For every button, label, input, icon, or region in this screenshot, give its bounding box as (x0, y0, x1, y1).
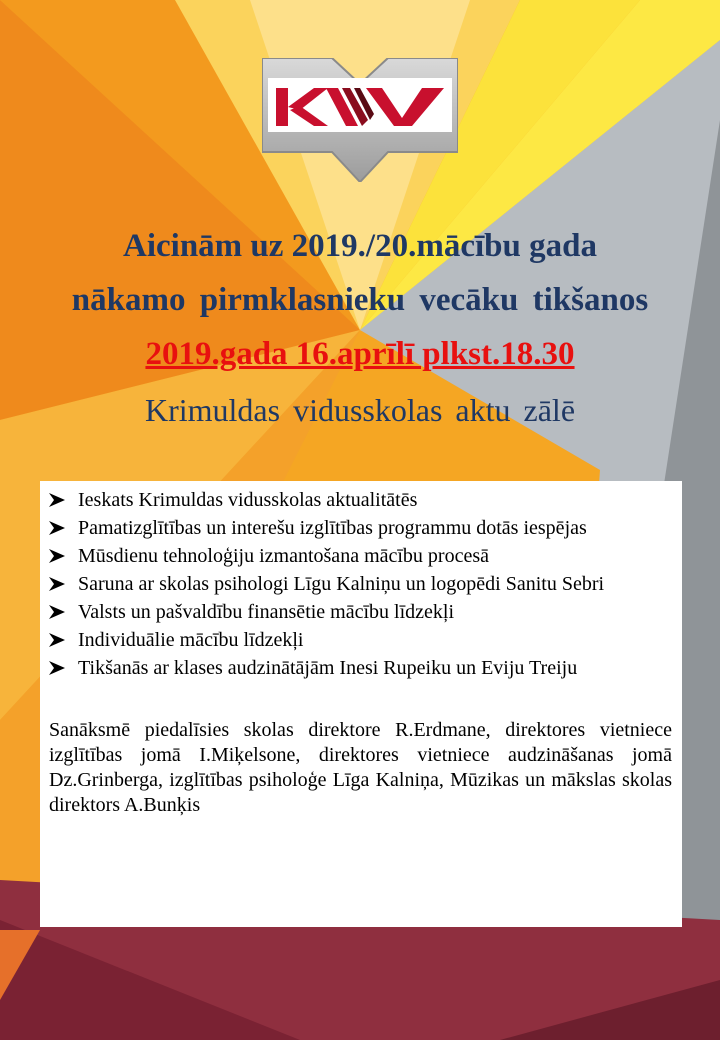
agenda-item (49, 572, 672, 597)
arrow-bullet-icon (49, 633, 65, 647)
headline-invitation: Aicinām uz 2019./20.mācību gada (123, 228, 597, 264)
meeting-location: Krimuldas vidusskolas aktu zālē (144, 392, 576, 428)
agenda-item-text: Pamatizglītības un interešu izglītības programmu dotās iespējas (78, 517, 587, 539)
arrow-bullet-icon (49, 661, 65, 675)
arrow-bullet-icon (49, 605, 65, 619)
agenda-item (49, 600, 672, 625)
agenda-item-text: Ieskats Krimuldas vidusskolas aktualitātēs (78, 489, 418, 511)
agenda-item (49, 628, 672, 653)
agenda-item-text: Saruna ar skolas psihologi Līgu Kalniņu un logopēdi Sanitu Sebri (78, 573, 605, 595)
agenda-list (49, 488, 672, 681)
participants-summary: Sanāksmē piedalīsies skolas direktore R.Erdmane, direktores vietniece izglītības jomā I.Miķelsone, direktores vietniece audzināšanas jomā Dz.Grinberga, izglītības psiholoģe Līga Kalniņa, Mūzikas un mākslas skolas direktors A.Bunķis (49, 719, 672, 816)
agenda-item (49, 544, 672, 569)
agenda-item (49, 656, 672, 681)
agenda-panel (40, 481, 682, 927)
agenda-item-text: Tikšanās ar klases audzinātājām Inesi Rupeiku un Eviju Treiju (78, 657, 578, 679)
agenda-item-text: Individuālie mācību līdzekļi (78, 629, 304, 651)
arrow-bullet-icon (49, 577, 65, 591)
agenda-item (49, 516, 672, 541)
agenda-item-text: Valsts un pašvaldību finansētie mācību līdzekļi (78, 601, 455, 623)
headline-audience: nākamo pirmklasnieku vecāku tikšanos (71, 282, 649, 318)
meeting-date-time: 2019.gada 16.aprīlī plkst.18.30 (145, 336, 575, 372)
agenda-item (49, 488, 672, 513)
arrow-bullet-icon (49, 549, 65, 563)
agenda-item-text: Mūsdienu tehnoloģiju izmantošana mācību procesā (78, 545, 490, 567)
arrow-bullet-icon (49, 521, 65, 535)
school-logo (262, 58, 458, 182)
arrow-bullet-icon (49, 493, 65, 507)
